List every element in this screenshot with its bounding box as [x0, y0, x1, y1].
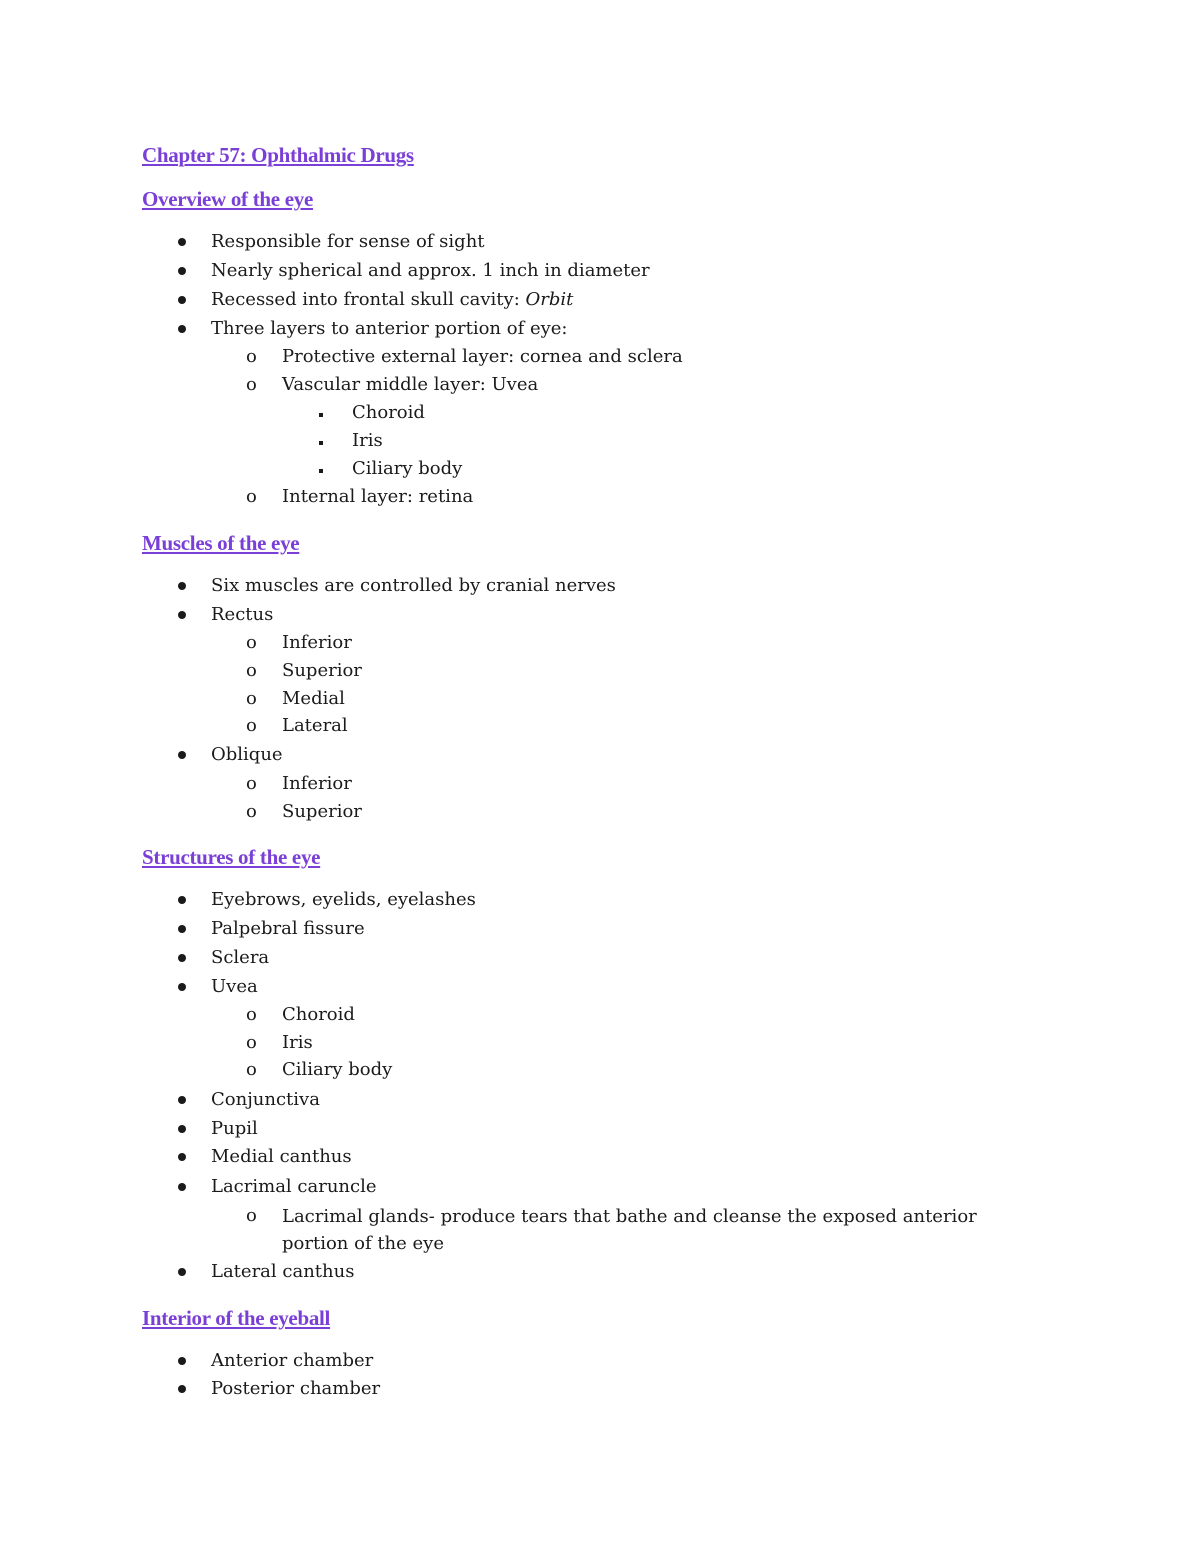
list-item: Oblique: [211, 744, 283, 765]
list-item: Ciliary body: [282, 1059, 393, 1080]
list-item: Lateral canthus: [211, 1261, 355, 1282]
list-item: Iris: [282, 1032, 313, 1053]
list-item: Rectus: [211, 604, 274, 625]
bullet-disc: [178, 296, 186, 304]
bullet-square: [319, 469, 323, 473]
list-item: Six muscles are controlled by cranial nerves: [211, 575, 616, 596]
list-item-text: Recessed into frontal skull cavity:: [211, 289, 526, 310]
orbit-term: Orbit: [525, 289, 574, 310]
list-item: Inferior: [282, 632, 352, 653]
list-item: Sclera: [211, 947, 270, 968]
bullet-circle: o: [246, 374, 257, 395]
bullet-disc: [178, 1385, 186, 1393]
bullet-disc: [178, 267, 186, 275]
section-heading-overview: Overview of the eye: [142, 187, 313, 211]
bullet-disc: [178, 1183, 186, 1191]
bullet-disc: [178, 1096, 186, 1104]
bullet-disc: [178, 925, 186, 933]
section-heading-structures: Structures of the eye: [142, 845, 321, 869]
list-item: Choroid: [352, 402, 425, 423]
list-item: Eyebrows, eyelids, eyelashes: [211, 889, 476, 910]
bullet-circle: o: [246, 346, 257, 367]
section-heading-muscles: Muscles of the eye: [142, 531, 300, 555]
bullet-circle: o: [246, 486, 257, 507]
bullet-circle: o: [246, 1004, 257, 1025]
bullet-circle: o: [246, 801, 257, 822]
bullet-square: [319, 413, 323, 417]
list-item: Superior: [282, 801, 362, 822]
list-item: Palpebral fissure: [211, 918, 365, 939]
list-item: Lateral: [282, 715, 348, 736]
bullet-disc: [178, 1357, 186, 1365]
bullet-circle: o: [246, 715, 257, 736]
list-item: Choroid: [282, 1004, 355, 1025]
list-item: Lacrimal glands- produce tears that bathe and cleanse the exposed anterior portion of the eye: [282, 1206, 977, 1254]
list-item: Conjunctiva: [211, 1089, 320, 1110]
list-item: Medial canthus: [211, 1146, 352, 1167]
list-item: Inferior: [282, 773, 352, 794]
bullet-circle: o: [246, 773, 257, 794]
bullet-disc: [178, 1268, 186, 1276]
bullet-disc: [178, 582, 186, 590]
bullet-disc: [178, 1125, 186, 1133]
bullet-circle: o: [246, 632, 257, 653]
bullet-disc: [178, 896, 186, 904]
list-item: Iris: [352, 430, 383, 451]
list-item: Pupil: [211, 1118, 258, 1139]
bullet-disc: [178, 954, 186, 962]
list-item: Posterior chamber: [211, 1378, 381, 1399]
bullet-circle: o: [246, 1059, 257, 1080]
list-item: Superior: [282, 660, 362, 681]
list-item: Three layers to anterior portion of eye:: [211, 318, 568, 339]
bullet-disc: [178, 325, 186, 333]
bullet-circle: o: [246, 1205, 257, 1226]
bullet-circle: o: [246, 1032, 257, 1053]
list-item: [211, 287, 573, 313]
bullet-circle: o: [246, 660, 257, 681]
list-item: Nearly spherical and approx. 1 inch in diameter: [211, 260, 650, 281]
list-item: Ciliary body: [352, 458, 463, 479]
bullet-square: [319, 441, 323, 445]
bullet-disc: [178, 238, 186, 246]
list-item: Medial: [282, 688, 345, 709]
section-heading-interior: Interior of the eyeball: [142, 1306, 331, 1330]
bullet-disc: [178, 1153, 186, 1161]
bullet-circle: o: [246, 688, 257, 709]
list-item: Internal layer: retina: [282, 486, 474, 507]
document-title: Chapter 57: Ophthalmic Drugs: [142, 143, 414, 167]
list-item: Anterior chamber: [211, 1350, 374, 1371]
bullet-disc: [178, 611, 186, 619]
list-item: Lacrimal caruncle: [211, 1176, 377, 1197]
bullet-disc: [178, 751, 186, 759]
list-item: Protective external layer: cornea and sclera: [282, 346, 683, 367]
list-item: Responsible for sense of sight: [211, 231, 485, 252]
list-item: Uvea: [211, 976, 258, 997]
bullet-disc: [178, 983, 186, 991]
list-item: Vascular middle layer: Uvea: [282, 374, 539, 395]
